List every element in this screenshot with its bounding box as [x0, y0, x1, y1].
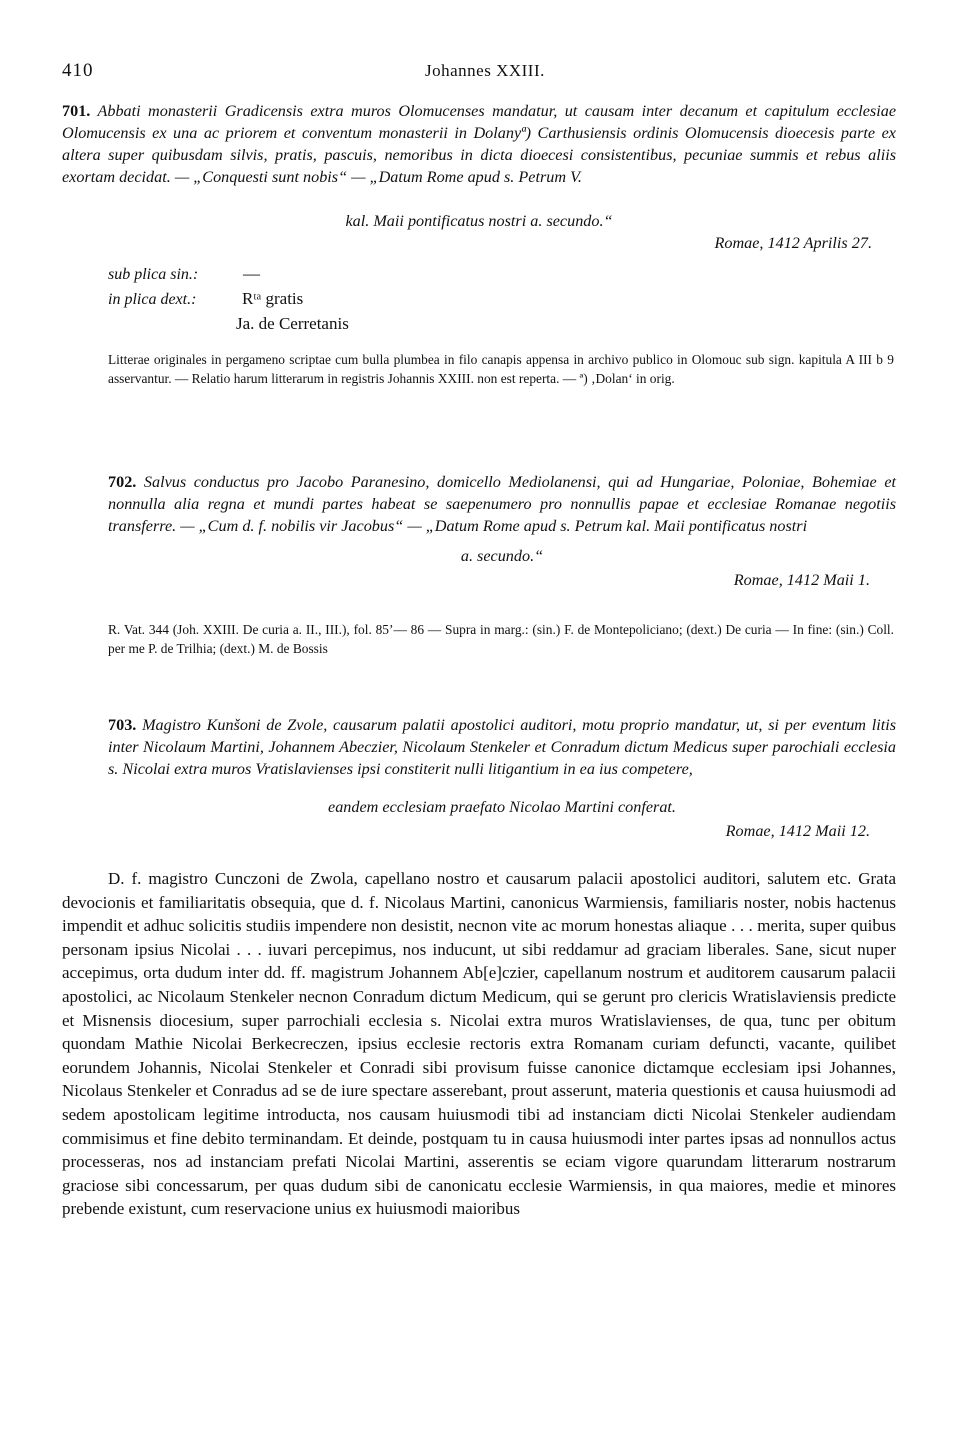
- entry-702-number: 702.: [108, 473, 137, 491]
- entry-703-body-text: D. f. magistro Cunczoni de Zwola, capellano nostro et causarum palacii apostolici auditori, salutem etc. Grata devocionis et familiaritatis obsequia, que d. f. Nicolaus Martini, canonicus Warmiensis, familiaris noster, nobis hactenus impendit et adhuc solicitis studiis impendere non desistit, necnon vite ac morum honestas aliaque . . . merita, super quibus personam ipsius Nicolai . . . iuvari percepimus, nos inducunt, ut sibi reddamur ad graciam liberales. Sane, sicut nuper accepimus, orta dudum inter dd. ff. magistrum Johannem Ab[e]czier, capellanum nostrum et auditorem causarum palacii apostolici, ac Nicolaum Stenkeler necnon Conradum dictum Medicum, qui se gerunt pro clericis Wratislaviensis predicte et Misnensis diocesium, super parrochiali ecclesia s. Nicolai extra muros Wratislavienses, de qua, tunc per obitum quondam Mathie Nicolai Berkecreczen, ipsius ecclesie rectoris extra Romanam curiam defuncti, vacante, quilibet eorundem Johannis, Nicolai Stenkeler et Conradi sibi provisum fuisse canonice dictamque ecclesiam ipsi Johannes, Nicolaus Stenkeler et Conradus ad se de iure spectare asserebant, prout asserunt, materia questionis et causa huiusmodi ad sedem apostolicam legitime introducta, nos causam huiusmodi tibi ad instanciam dicti Nicolai Stenkeler audiendam commisimus et fine debito terminandam. Et deinde, postquam tu in causa huiusmodi inter partes ipsas ad nonnullos actus processeras, nos ad instanciam prefati Nicolai Martini, asserentis se eciam vigore quarundam litterarum nostrarum graciose sibi concessarum, per quas dudum sibi de canonicatu ecclesie Warmiensis, in qua maiores, medie et minores prebende existunt, cum reservacione unius ex huiusmodi maioribus: [62, 869, 896, 1219]
- entry-703-number: 703.: [108, 716, 137, 734]
- entry-703-regest: [108, 714, 896, 780]
- sub-plica-mark: —: [243, 264, 260, 283]
- entry-701-regest-last: kal. Maii pontificatus nostri a. secundo.“: [345, 212, 613, 230]
- entry-702-date: Romae, 1412 Maii 1.: [733, 571, 870, 589]
- in-plica-gratis: Rᵗᵃ gratis: [242, 289, 304, 308]
- sub-plica-value: [243, 264, 260, 284]
- entry-703-regest-last: eandem ecclesiam praefato Nicolao Martini conferat.: [328, 798, 676, 816]
- entry-702-note: R. Vat. 344 (Joh. XXIII. De curia a. II., III.), fol. 85’— 86 — Supra in marg.: (sin.) F. de Montepoliciano; (dext.) De curia — In fine: (sin.) Coll. per me P. de Trilhia; (dext.) M. de Bossis: [108, 622, 894, 656]
- entry-701-date: Romae, 1412 Aprilis 27.: [714, 234, 872, 252]
- running-title: Johannes XXIII.: [425, 61, 545, 80]
- entry-701-note: Litterae originales in pergameno scriptae cum bulla plumbea in filo canapis appensa in archivo publico in Olomouc sub sign. kapitula A III b 9 asservantur. — Relatio harum litterarum in registris Johannis XXIII. non est reperta. — ª) ‚Dolan‘ in orig.: [108, 352, 894, 386]
- entry-702-regest-text: Salvus conductus pro Jacobo Paranesino, domicello Mediolanensi, qui ad Hungariae, Poloniae, Bohemiae et nonnulla alia regna et mundi partes habeat se saepenumero pro nonnullis papae et ecclesiae Romanae negotiis transferre. — „Cum d. f. nobilis vir Jacobus“ — „Datum Rome apud s. Petrum kal. Maii pontificatus nostri: [108, 473, 896, 535]
- page-number: 410: [62, 60, 94, 81]
- entry-703-regest-text: Magistro Kunšoni de Zvole, causarum palatii apostolici auditori, motu proprio mandatur, ut, si per eventum litis inter Nicolaum Martini, Johannem Abeczier, Nicolaum Stenkeler et Conradum dictum Medicus super parochiali ecclesia s. Nicolai extra muros Vratislavienses ipsi constiterit nulli litigantium in ea ius competere,: [108, 716, 897, 778]
- entry-701-regest: [62, 100, 896, 188]
- sub-plica-label: sub plica sin.:: [108, 266, 199, 283]
- entry-702-regest-last: a. secundo.“: [460, 547, 544, 565]
- in-plica-value: [242, 289, 303, 309]
- in-plica-value-2: [236, 314, 349, 334]
- in-plica: [108, 291, 196, 309]
- entry-701-regest-text: Abbati monasterii Gradicensis extra muros Olomucenses mandatur, ut causam inter decanum et capitulum ecclesiae Olomucensis ex una ac priorem et conventum monasterii in Dolanyª) Carthusiensis ordinis Olomucensis dioecesis parte ex altera super quibusdam silvis, pratis, pascuis, nemoribus in dicta dioecesi consistentibus, pecuniae summis et rebus aliis exortam decidat. — „Conquesti sunt nobis“ — „Datum Rome apud s. Petrum V.: [62, 102, 897, 186]
- in-plica-label: in plica dext.:: [108, 291, 197, 308]
- entry-701-number: 701.: [62, 102, 91, 120]
- sub-plica: [108, 266, 198, 284]
- entry-703-body: [62, 867, 896, 1221]
- entry-703-date: Romae, 1412 Maii 12.: [725, 822, 870, 840]
- in-plica-signature: Ja. de Cerretanis: [236, 314, 349, 333]
- entry-702-regest: [108, 471, 896, 537]
